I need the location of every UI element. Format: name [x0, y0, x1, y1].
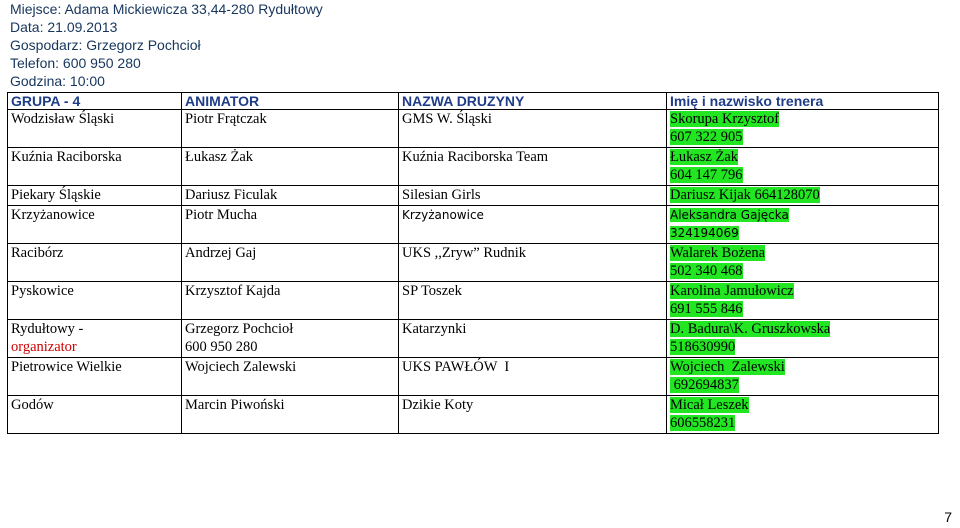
animator-cell: Dariusz Ficulak — [182, 186, 399, 206]
city-cell: Pyskowice — [8, 282, 182, 320]
team-cell: SP Toszek — [399, 282, 667, 320]
animator-cell: Piotr Mucha — [182, 206, 399, 244]
header-group: GRUPA - 4 — [8, 93, 182, 110]
table-row — [8, 186, 939, 206]
coach-phone: 324194069 — [670, 226, 739, 240]
animator-name: Grzegorz Pochcioł — [185, 321, 294, 337]
coach-cell — [667, 244, 939, 282]
coach-cell — [667, 110, 939, 148]
coach-name: D. Badura\K. Gruszkowska — [670, 321, 831, 337]
header-animator: ANIMATOR — [182, 93, 399, 110]
table-row — [8, 148, 939, 186]
city-name: Rydułtowy - — [11, 321, 84, 337]
coach-phone: 604 147 796 — [670, 167, 743, 183]
table-row — [8, 206, 939, 244]
city-cell: Krzyżanowice — [8, 206, 182, 244]
coach-name: Aleksandra Gajęcka — [670, 208, 789, 222]
city-cell: Wodzisław Śląski — [8, 110, 182, 148]
coach-name: Walarek Bożena — [670, 245, 766, 261]
animator-cell: Krzysztof Kajda — [182, 282, 399, 320]
team-cell: GMS W. Śląski — [399, 110, 667, 148]
table-row — [8, 358, 939, 396]
animator-phone: 600 950 280 — [185, 339, 258, 355]
animator-cell: Łukasz Żak — [182, 148, 399, 186]
coach-phone: 692694837 — [670, 377, 739, 393]
coach-name: Łukasz Żak — [670, 149, 739, 165]
header-coach: Imię i nazwisko trenera — [667, 93, 939, 110]
coach-cell — [667, 396, 939, 434]
city-cell: Racibórz — [8, 244, 182, 282]
city-cell — [8, 320, 182, 358]
coach-cell — [667, 148, 939, 186]
table-row — [8, 320, 939, 358]
coach-cell — [667, 282, 939, 320]
team-cell: Dzikie Koty — [399, 396, 667, 434]
place-line: Miejsce: Adama Mickiewicza 33,44-280 Rydułtowy — [10, 1, 323, 17]
city-cell: Godów — [8, 396, 182, 434]
table-header-row — [8, 93, 939, 110]
table-row — [8, 244, 939, 282]
teams-table — [7, 92, 939, 434]
team-cell: Krzyżanowice — [399, 206, 667, 244]
coach-phone: 607 322 905 — [670, 129, 743, 145]
animator-cell: Piotr Frątczak — [182, 110, 399, 148]
event-info — [10, 0, 323, 90]
coach-name: Skorupa Krzysztof — [670, 111, 780, 127]
coach-phone: 518630990 — [670, 339, 736, 355]
city-cell: Piekary Śląskie — [8, 186, 182, 206]
header-team: NAZWA DRUZYNY — [399, 93, 667, 110]
date-line: Data: 21.09.2013 — [10, 19, 118, 35]
city-cell: Pietrowice Wielkie — [8, 358, 182, 396]
table-row — [8, 282, 939, 320]
animator-cell: Wojciech Zalewski — [182, 358, 399, 396]
animator-cell: Marcin Piwoński — [182, 396, 399, 434]
animator-cell: Andrzej Gaj — [182, 244, 399, 282]
phone-line: Telefon: 600 950 280 — [10, 55, 141, 71]
table-row — [8, 396, 939, 434]
page-number: 7 — [944, 509, 952, 525]
coach-name: Micał Leszek — [670, 397, 749, 413]
team-cell: UKS ,,Zryw” Rudnik — [399, 244, 667, 282]
coach-name: Karolina Jamułowicz — [670, 283, 794, 299]
team-cell: Silesian Girls — [399, 186, 667, 206]
coach-phone: 502 340 468 — [670, 263, 743, 279]
animator-cell — [182, 320, 399, 358]
coach-phone: 606558231 — [670, 415, 736, 431]
team-cell: UKS PAWŁÓW I — [399, 358, 667, 396]
coach-phone: 691 555 846 — [670, 301, 743, 317]
coach-name: Wojciech Zalewski — [670, 359, 785, 375]
team-cell: Kuźnia Raciborska Team — [399, 148, 667, 186]
coach-cell — [667, 186, 939, 206]
coach-cell — [667, 358, 939, 396]
table-row — [8, 110, 939, 148]
host-line: Gospodarz: Grzegorz Pochcioł — [10, 37, 201, 53]
time-line: Godzina: 10:00 — [10, 73, 105, 89]
organizer-label: organizator — [11, 339, 77, 355]
team-cell: Katarzynki — [399, 320, 667, 358]
coach-cell — [667, 320, 939, 358]
coach-cell — [667, 206, 939, 244]
city-cell: Kuźnia Raciborska — [8, 148, 182, 186]
coach-name: Dariusz Kijak 664128070 — [670, 187, 820, 203]
